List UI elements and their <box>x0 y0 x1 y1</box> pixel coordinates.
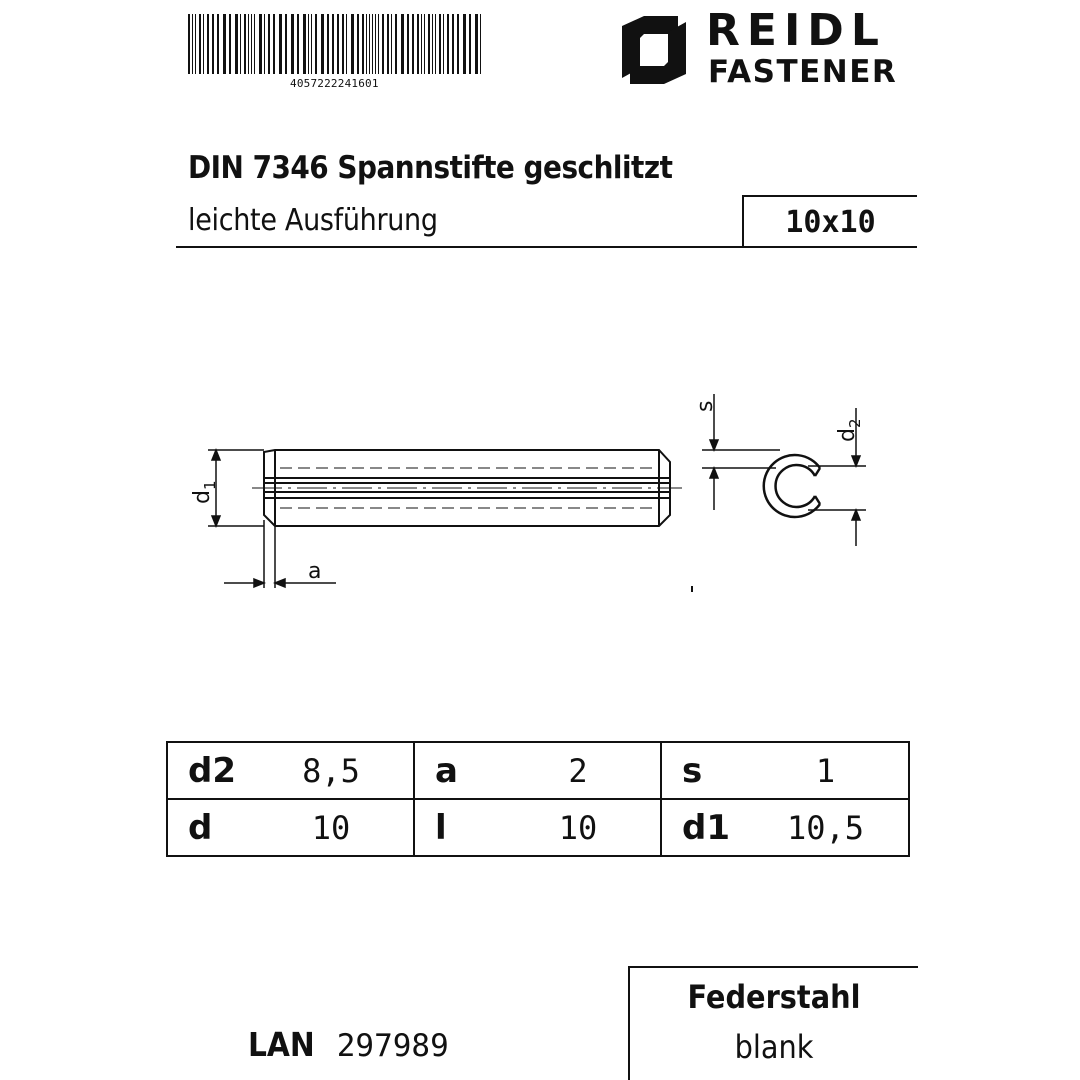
barcode-bar <box>407 14 409 74</box>
material-name: Federstahl <box>687 978 861 1016</box>
table-row <box>167 799 909 856</box>
reidl-logo-icon <box>618 12 690 88</box>
barcode-bar <box>351 14 354 74</box>
logo-wordmark-fastener: FASTENER <box>708 54 898 90</box>
barcode-bar <box>207 14 209 74</box>
barcode-bar <box>223 14 226 74</box>
barcode-bar <box>192 14 193 74</box>
barcode-bar <box>188 14 190 74</box>
barcode-bar <box>279 14 282 74</box>
spec-value: 10 <box>496 799 661 856</box>
size-box <box>742 195 917 247</box>
technical-drawing <box>180 380 900 600</box>
barcode-bar <box>424 14 425 74</box>
barcode-bar <box>268 14 270 74</box>
barcode-bar <box>291 14 294 74</box>
barcode-bar <box>342 14 344 74</box>
barcode-bar <box>229 14 231 74</box>
barcode-bar <box>357 14 359 74</box>
barcode-bar <box>480 14 481 74</box>
barcode-bar <box>327 14 329 74</box>
material-box <box>628 966 918 1080</box>
barcode-bar <box>457 14 459 74</box>
barcode-bar <box>346 14 347 74</box>
barcode-bar <box>401 14 404 74</box>
spec-key: l <box>414 799 496 856</box>
barcode-bar <box>362 14 364 74</box>
table-row <box>167 742 909 799</box>
label-d1 <box>190 480 219 504</box>
spec-value: 8,5 <box>249 742 414 799</box>
barcode-bar <box>321 14 324 74</box>
size-value: 10x10 <box>785 204 876 240</box>
barcode-bar <box>387 14 389 74</box>
barcode-bar <box>315 14 317 74</box>
spec-value: 10,5 <box>743 799 909 856</box>
pin-side-view <box>252 450 682 526</box>
barcode-bar <box>212 14 214 74</box>
spec-key: s <box>661 742 743 799</box>
barcode-bar <box>372 14 373 74</box>
product-title: DIN 7346 Spannstifte geschlitzt <box>188 150 673 186</box>
pin-end-view <box>764 455 820 517</box>
barcode-bar <box>273 14 275 74</box>
barcode-bar <box>199 14 201 74</box>
header-divider <box>176 246 917 248</box>
barcode-bar <box>259 14 262 74</box>
barcode-bar <box>240 14 241 74</box>
barcode-bar <box>432 14 433 74</box>
label-d2-sub: 2 <box>846 418 864 429</box>
barcode-bar <box>248 14 249 74</box>
logo-wordmark-reidl: REIDL <box>706 5 886 56</box>
barcode-bar <box>297 14 299 74</box>
barcode-bar <box>244 14 246 74</box>
barcode-bar <box>375 14 376 74</box>
spec-value: 2 <box>496 742 661 799</box>
barcode-bar <box>469 14 471 74</box>
label-a: a <box>308 559 322 584</box>
material-finish: blank <box>734 1028 814 1066</box>
barcode-bar <box>447 14 449 74</box>
barcode-bar <box>251 14 252 74</box>
barcode-bar <box>428 14 430 74</box>
label-d1-sub: 1 <box>201 480 219 491</box>
lan-number <box>248 1025 449 1064</box>
spec-value: 10 <box>249 799 414 856</box>
barcode-bar <box>417 14 419 74</box>
barcode-bar <box>203 14 204 74</box>
barcode-bar <box>337 14 339 74</box>
barcode-bar <box>235 14 238 74</box>
barcode-bar <box>378 14 379 74</box>
barcode-bar <box>443 14 444 74</box>
label-d1-main: d <box>190 490 215 504</box>
spec-table <box>166 741 910 857</box>
barcode <box>186 14 486 74</box>
barcode-bar <box>195 14 196 74</box>
spec-key: d2 <box>167 742 249 799</box>
lan-label: LAN <box>248 1025 315 1064</box>
barcode-bar <box>332 14 334 74</box>
barcode-bar <box>475 14 478 74</box>
barcode-bar <box>391 14 392 74</box>
spec-value: 1 <box>743 742 909 799</box>
barcode-bar <box>369 14 370 74</box>
barcode-bar <box>421 14 422 74</box>
spec-key: d1 <box>661 799 743 856</box>
barcode-bar <box>303 14 306 74</box>
spec-key: a <box>414 742 496 799</box>
barcode-bar <box>435 14 436 74</box>
barcode-number: 4057222241601 <box>290 77 379 90</box>
label-s: s <box>693 400 718 412</box>
barcode-bar <box>395 14 397 74</box>
barcode-bar <box>463 14 466 74</box>
barcode-bar <box>285 14 287 74</box>
spec-key: d <box>167 799 249 856</box>
product-subtitle: leichte Ausführung <box>188 203 438 238</box>
barcode-bar <box>264 14 265 74</box>
barcode-bar <box>308 14 309 74</box>
lan-value: 297989 <box>336 1028 449 1064</box>
label-d2 <box>835 418 864 442</box>
barcode-bar <box>452 14 454 74</box>
barcode-bar <box>366 14 367 74</box>
barcode-bar <box>254 14 255 74</box>
barcode-bar <box>382 14 384 74</box>
barcode-bar <box>439 14 441 74</box>
barcode-bar <box>311 14 312 74</box>
barcode-bar <box>217 14 219 74</box>
barcode-bar <box>412 14 414 74</box>
label-d2-main: d <box>835 428 860 442</box>
